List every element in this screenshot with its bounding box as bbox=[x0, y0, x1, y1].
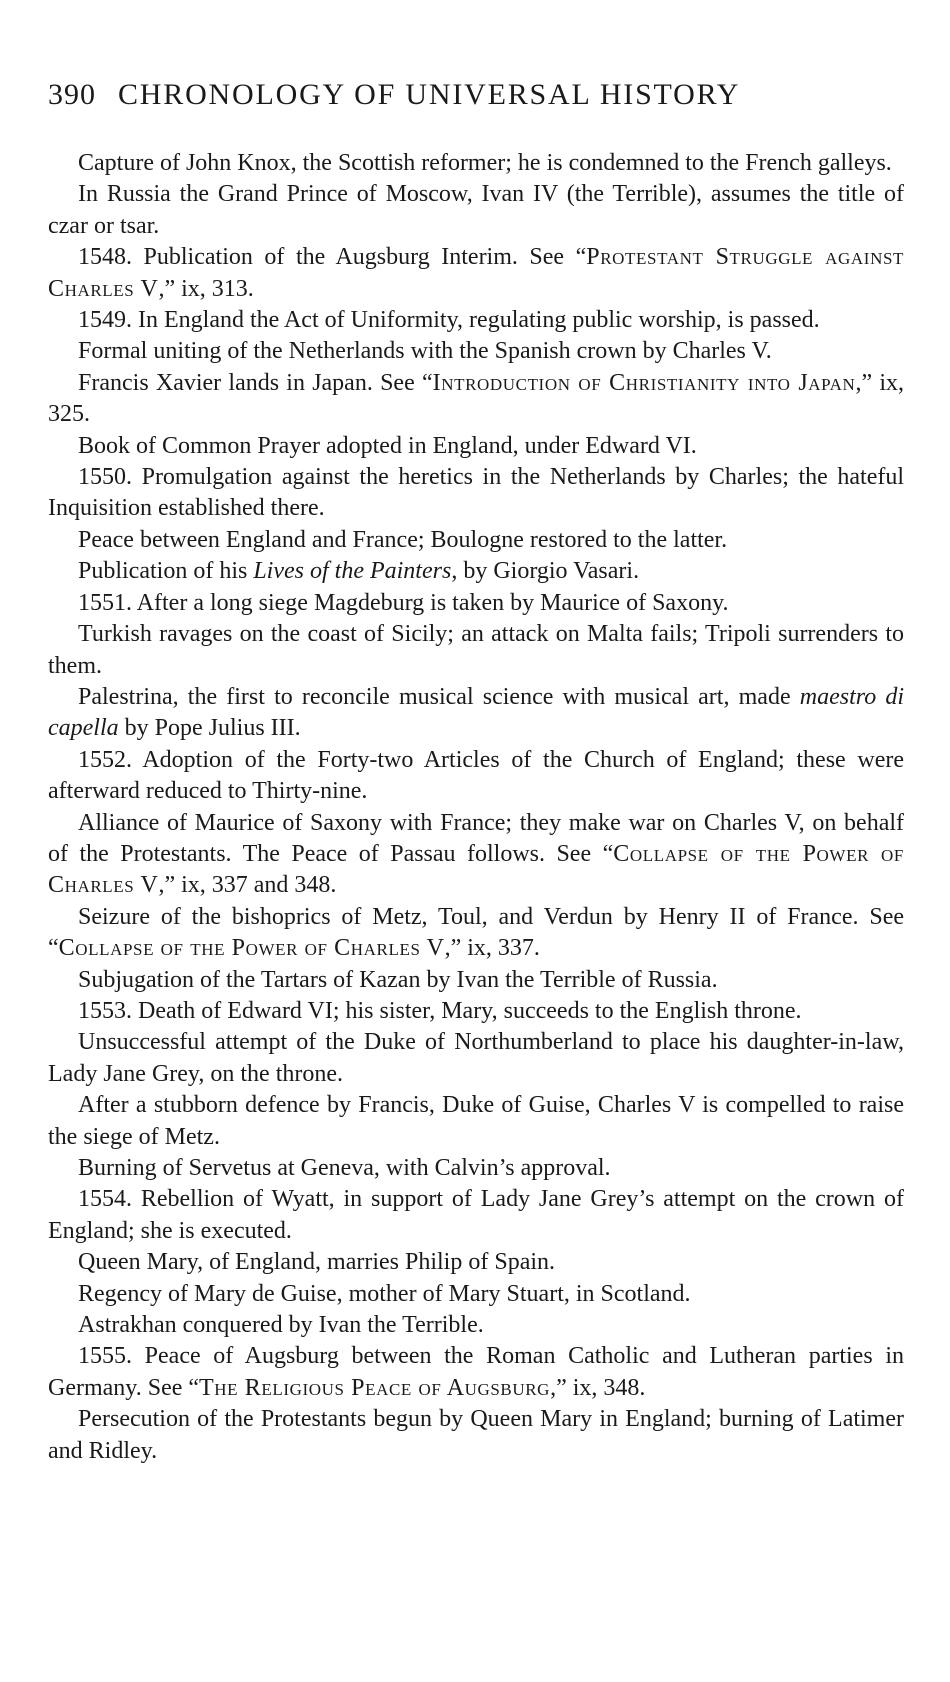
entry-text: Publication of his bbox=[78, 558, 254, 585]
chronology-entry bbox=[48, 965, 904, 996]
chronology-entry bbox=[48, 1247, 904, 1278]
chronology-entry bbox=[48, 1341, 904, 1404]
entry-text: Seizure of the bishoprics of Metz, Toul, and Verdun by Henry II of France. See “ bbox=[48, 903, 904, 962]
cross-reference-title: Collapse of the Power of Charles V bbox=[58, 935, 445, 962]
entry-year: 1555. bbox=[78, 1343, 132, 1370]
entry-reference: ,” ix, 337 and 348. bbox=[158, 872, 337, 899]
entry-text: Regency of Mary de Guise, mother of Mary Stuart, in Scotland. bbox=[78, 1280, 691, 1307]
entry-year: 1548. bbox=[78, 244, 132, 271]
chronology-entry bbox=[48, 619, 904, 682]
chronology-entry bbox=[48, 148, 904, 179]
entry-text-continued: , by Giorgio Vasari. bbox=[451, 558, 640, 585]
chronology-entry bbox=[48, 808, 904, 902]
chronology-entry bbox=[48, 556, 904, 587]
entry-text: Capture of John Knox, the Scottish reformer; he is condemned to the French galleys. bbox=[78, 150, 892, 176]
cross-reference-title: Protestant Struggle against Charles V bbox=[48, 244, 904, 302]
chronology-entry bbox=[48, 588, 904, 619]
chronology-entry bbox=[48, 902, 904, 965]
italic-phrase: maestro di capella bbox=[48, 683, 905, 742]
entry-text: Francis Xavier lands in Japan. See “ bbox=[78, 369, 433, 396]
entry-text: After a stubborn defence by Francis, Duke of Guise, Charles V is compelled to raise the siege of Metz. bbox=[48, 1092, 904, 1150]
entry-reference: ,” ix, 325. bbox=[48, 369, 904, 428]
entry-text: Alliance of Maurice of Saxony with France; they make war on Charles V, on behalf of the Protestants. The Peace of Passau follows. See “ bbox=[48, 809, 904, 867]
entry-text: Turkish ravages on the coast of Sicily; an attack on Malta fails; Tripoli surrenders to them. bbox=[48, 621, 904, 679]
chronology-entry bbox=[48, 745, 904, 808]
entry-text: Unsuccessful attempt of the Duke of Northumberland to place his daughter-in-law, Lady Jane Grey, on the throne. bbox=[48, 1029, 904, 1087]
entry-year: 1554. bbox=[78, 1186, 132, 1213]
entry-text: Adoption of the Forty-two Articles of the Church of England; these were afterward reduced to Thirty-nine. bbox=[48, 746, 904, 805]
chronology-entry bbox=[48, 1310, 904, 1341]
entry-text: Persecution of the Protestants begun by Queen Mary in England; burning of Latimer and Ridley. bbox=[48, 1406, 904, 1464]
running-title: CHRONOLOGY OF UNIVERSAL HISTORY bbox=[118, 78, 741, 111]
entry-text: Book of Common Prayer adopted in England, under Edward VI. bbox=[78, 432, 697, 459]
entry-text: Rebellion of Wyatt, in support of Lady Jane Grey’s attempt on the crown of England; she is executed. bbox=[48, 1186, 904, 1244]
entry-text: In England the Act of Uniformity, regulating public worship, is passed. bbox=[132, 307, 820, 334]
cross-reference-title: Collapse of the Power of Charles V bbox=[48, 840, 904, 899]
chronology-entry bbox=[48, 368, 904, 431]
entry-text: Promulgation against the heretics in the Netherlands by Charles; the hateful Inquisition established there. bbox=[48, 464, 904, 522]
entry-text: Palestrina, the first to reconcile musical science with musical art, made bbox=[78, 683, 800, 710]
chronology-entry bbox=[48, 305, 904, 336]
entry-year: 1552. bbox=[78, 746, 132, 773]
chronology-entry bbox=[48, 525, 904, 556]
entry-text: Peace between England and France; Boulogne restored to the latter. bbox=[78, 526, 728, 553]
page-number: 390 bbox=[48, 78, 96, 111]
entry-text: Astrakhan conquered by Ivan the Terrible. bbox=[78, 1312, 484, 1339]
entry-year: 1549. bbox=[78, 307, 132, 334]
entry-text: Peace of Augsburg between the Roman Catholic and Lutheran parties in Germany. See “ bbox=[48, 1343, 904, 1401]
entry-text: Burning of Servetus at Geneva, with Calvin’s approval. bbox=[78, 1155, 611, 1181]
entry-text: Formal uniting of the Netherlands with the Spanish crown by Charles V. bbox=[78, 338, 772, 365]
chronology-entry bbox=[48, 462, 904, 525]
running-head bbox=[48, 78, 904, 128]
entry-reference: ,” ix, 348. bbox=[550, 1374, 646, 1401]
chronology-entry bbox=[48, 1404, 904, 1467]
entry-reference: ,” ix, 313. bbox=[158, 275, 254, 302]
entry-text: Subjugation of the Tartars of Kazan by Ivan the Terrible of Russia. bbox=[78, 966, 718, 993]
chronology-entry bbox=[48, 1184, 904, 1247]
entry-text: In Russia the Grand Prince of Moscow, Ivan IV (the Terrible), assumes the title of czar or tsar. bbox=[48, 181, 904, 239]
entry-reference: ,” ix, 337. bbox=[444, 935, 540, 962]
book-page bbox=[48, 78, 904, 1467]
chronology-entry bbox=[48, 242, 904, 305]
entry-text: After a long siege Magdeburg is taken by Maurice of Saxony. bbox=[132, 589, 729, 616]
entry-year: 1551. bbox=[78, 589, 132, 616]
chronology-entry bbox=[48, 336, 904, 367]
chronology-entry bbox=[48, 1090, 904, 1153]
chronology-entry bbox=[48, 431, 904, 462]
chronology-entry bbox=[48, 996, 904, 1027]
entry-year: 1550. bbox=[78, 464, 132, 491]
entry-year: 1553. bbox=[78, 997, 132, 1024]
chronology-entry bbox=[48, 1027, 904, 1090]
cross-reference-title: Introduction of Christianity into Japan bbox=[432, 369, 856, 396]
chronology-entries bbox=[48, 148, 904, 1467]
italic-book-title: Lives of the Painters bbox=[253, 558, 452, 585]
entry-text: Queen Mary, of England, marries Philip of Spain. bbox=[78, 1249, 556, 1276]
chronology-entry bbox=[48, 179, 904, 242]
chronology-entry bbox=[48, 1153, 904, 1184]
entry-text: Publication of the Augsburg Interim. See “ bbox=[132, 244, 587, 271]
entry-text-continued: by Pope Julius III. bbox=[118, 715, 301, 742]
chronology-entry bbox=[48, 1279, 904, 1310]
entry-text: Death of Edward VI; his sister, Mary, succeeds to the English throne. bbox=[132, 997, 802, 1024]
chronology-entry bbox=[48, 682, 904, 745]
cross-reference-title: The Religious Peace of Augsburg bbox=[199, 1374, 551, 1401]
